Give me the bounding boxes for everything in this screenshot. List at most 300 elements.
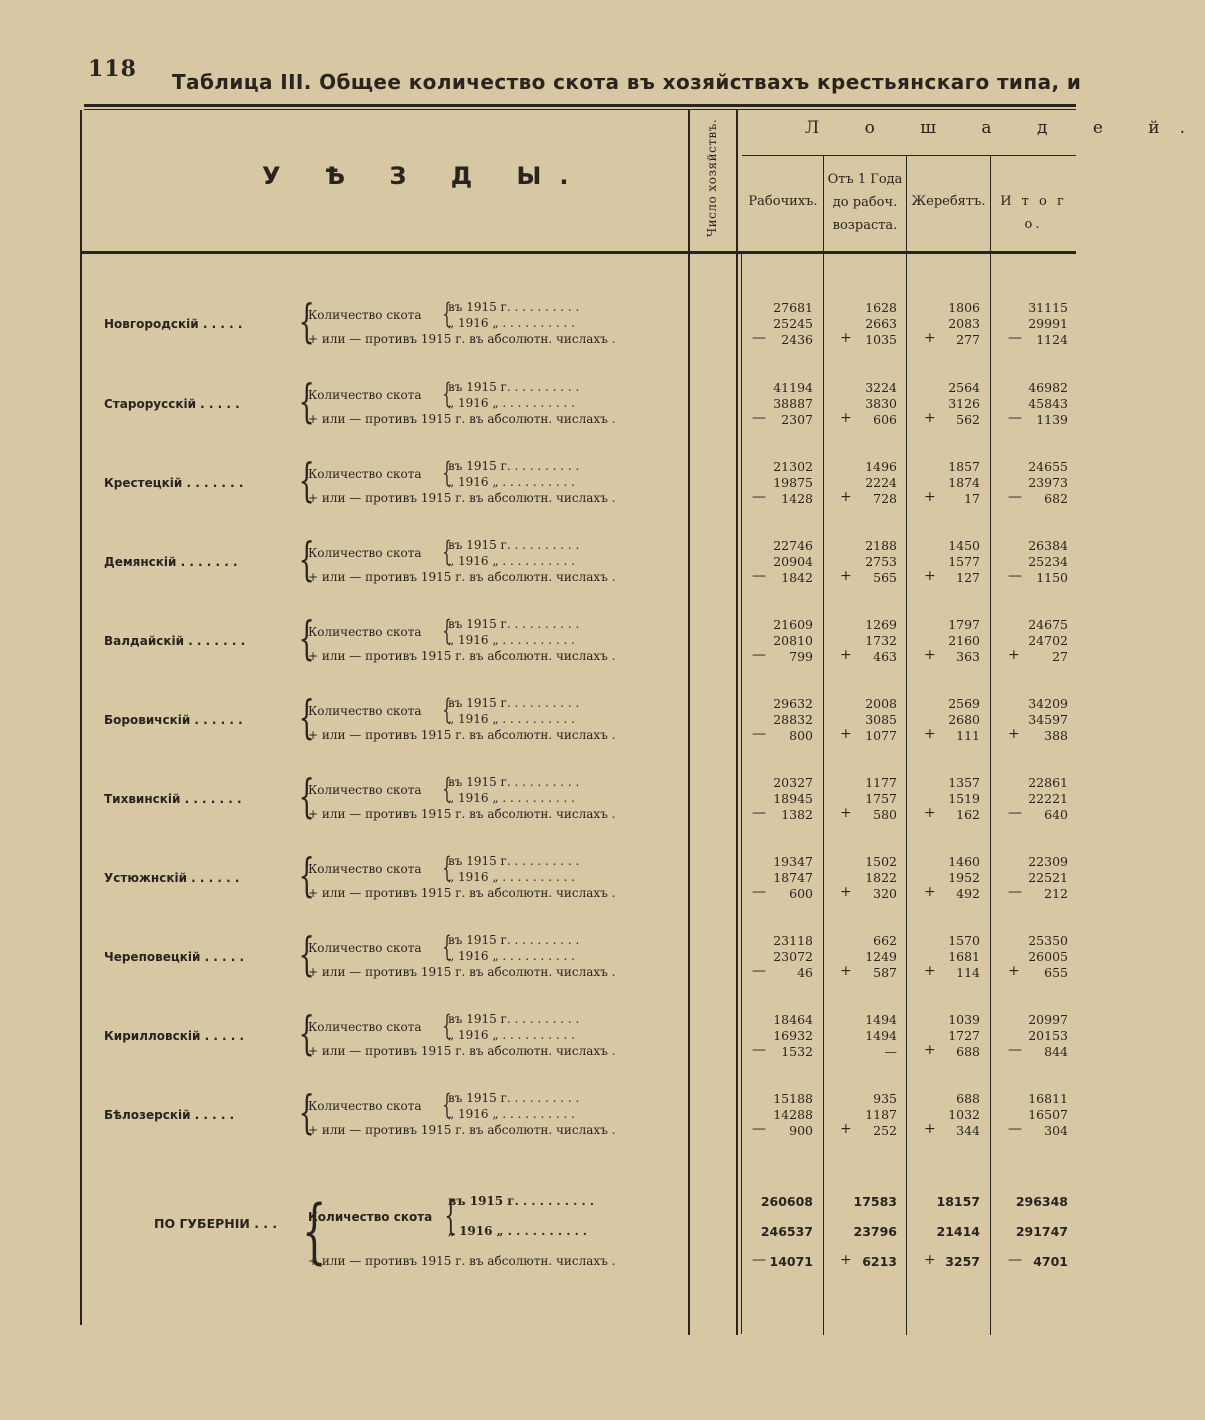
- diff-sign: +: [840, 963, 852, 979]
- value-1915: 1039: [948, 1012, 980, 1027]
- value-1915: 22309: [1028, 854, 1068, 869]
- diff-value: 127: [956, 570, 980, 585]
- count-label: Количество скота: [308, 862, 422, 876]
- year-1916-label: „ 1916 „ . . . . . . . . . .: [448, 870, 575, 884]
- value-1916: 24702: [1028, 633, 1068, 648]
- diff-sign: +: [840, 489, 852, 505]
- value-1916: 2663: [865, 316, 897, 331]
- value-1915: 22861: [1028, 775, 1068, 790]
- value-1915: 1460: [948, 854, 980, 869]
- value-1915: 2188: [865, 538, 897, 553]
- diff-sign: —: [1008, 330, 1022, 346]
- value-1916: 25245: [773, 316, 813, 331]
- small-brace-icon: {: [442, 456, 452, 489]
- diff-sign: +: [924, 1042, 936, 1058]
- small-brace-icon: {: [442, 1009, 452, 1042]
- value-1915: 1269: [865, 617, 897, 632]
- diff-value: 344: [956, 1123, 980, 1138]
- value-1915: 1857: [948, 459, 980, 474]
- value-1915: 25350: [1028, 933, 1068, 948]
- value-1915: 2569: [948, 696, 980, 711]
- diff-sign: +: [924, 330, 936, 346]
- diff-value: 587: [873, 965, 897, 980]
- count-label: Количество скота: [308, 308, 422, 322]
- diff-value: 1382: [781, 807, 813, 822]
- year-1916-label: „ 1916 „ . . . . . . . . . .: [448, 949, 575, 963]
- diff-sign: +: [840, 330, 852, 346]
- year-1916-label: „ 1916 „ . . . . . . . . . .: [448, 712, 575, 726]
- count-label: Количество скота: [308, 1020, 422, 1034]
- diff-value: 688: [956, 1044, 980, 1059]
- diff-sign: +: [1008, 963, 1020, 979]
- diff-sign: —: [752, 410, 766, 426]
- diff-value: 600: [789, 886, 813, 901]
- small-brace-icon: {: [442, 851, 452, 884]
- value-1915: 1450: [948, 538, 980, 553]
- diff-value: 388: [1044, 728, 1068, 743]
- diff-sign: +: [924, 647, 936, 663]
- value-1916: 18747: [773, 870, 813, 885]
- diff-value: 1842: [781, 570, 813, 585]
- diff-sign: —: [752, 805, 766, 821]
- diff-sign: —: [752, 1042, 766, 1058]
- value-1916: 1249: [865, 949, 897, 964]
- year-1915-label: въ 1915 г. . . . . . . . . .: [448, 617, 580, 631]
- district-block: [80, 769, 1076, 841]
- year-1916-label: „ 1916 „ . . . . . . . . . .: [448, 316, 575, 330]
- diff-sign: —: [752, 884, 766, 900]
- diff-sign: +: [840, 647, 852, 663]
- value-1915: 20327: [773, 775, 813, 790]
- households-heading: Число хозяйствъ.: [705, 118, 719, 238]
- year-1915-label: въ 1915 г. . . . . . . . . .: [448, 1091, 580, 1105]
- diff-sign: —: [752, 963, 766, 979]
- diff-value: 640: [1044, 807, 1068, 822]
- diff-sign: —: [752, 489, 766, 505]
- horses-heading: Л о ш а д е й.: [805, 118, 1205, 138]
- district-name: ПО ГУБЕРНІИ . . .: [154, 1216, 278, 1231]
- value-1915: 23118: [773, 933, 813, 948]
- district-block: [80, 453, 1076, 525]
- value-1915: 24655: [1028, 459, 1068, 474]
- value-1915: 1502: [865, 854, 897, 869]
- value-1916: 291747: [1015, 1224, 1068, 1239]
- value-1915: 1628: [865, 300, 897, 315]
- value-1915: 26384: [1028, 538, 1068, 553]
- district-name: Тихвинскій . . . . . . .: [104, 792, 242, 806]
- value-1916: 3126: [948, 396, 980, 411]
- diff-sign: —: [1008, 1042, 1022, 1058]
- value-1916: 1681: [948, 949, 980, 964]
- count-label: Количество скота: [308, 625, 422, 639]
- value-1916: 45843: [1028, 396, 1068, 411]
- value-1915: 18157: [936, 1194, 980, 1209]
- diff-sign: —: [1008, 1121, 1022, 1137]
- year-1916-label: „ 1916 „ . . . . . . . . . .: [448, 1224, 588, 1238]
- col-header-foals: Жеребятъ.: [911, 194, 986, 209]
- diff-value: 728: [873, 491, 897, 506]
- district-block: [80, 848, 1076, 920]
- brace-icon: {: [298, 532, 315, 586]
- count-label: Количество скота: [308, 783, 422, 797]
- diff-value: 580: [873, 807, 897, 822]
- diff-value: 606: [873, 412, 897, 427]
- value-1916: 1032: [948, 1107, 980, 1122]
- diff-value: 3257: [945, 1254, 980, 1269]
- diff-value: 1150: [1036, 570, 1068, 585]
- diff-label: + или — противъ 1915 г. въ абсолютн. числахъ .: [308, 1254, 616, 1268]
- diff-label: + или — противъ 1915 г. въ абсолютн. числахъ .: [308, 1123, 616, 1137]
- value-1916: 3830: [865, 396, 897, 411]
- value-1915: 260608: [760, 1194, 813, 1209]
- diff-value: 463: [873, 649, 897, 664]
- value-1916: 26005: [1028, 949, 1068, 964]
- diff-sign: +: [840, 1121, 852, 1137]
- value-1916: 1494: [865, 1028, 897, 1043]
- count-label: Количество скота: [308, 941, 422, 955]
- brace-icon: {: [298, 1006, 315, 1060]
- diff-sign: —: [1008, 884, 1022, 900]
- page-number: 118: [88, 56, 137, 82]
- diff-value: 1428: [781, 491, 813, 506]
- value-1916: 1757: [865, 791, 897, 806]
- diff-sign: —: [752, 647, 766, 663]
- brace-icon: {: [298, 611, 315, 665]
- diff-value: 2436: [781, 332, 813, 347]
- district-name: Боровичскій . . . . . .: [104, 713, 243, 727]
- district-block: [80, 1188, 1076, 1272]
- value-1915: 1570: [948, 933, 980, 948]
- diff-label: + или — противъ 1915 г. въ абсолютн. числахъ .: [308, 491, 616, 505]
- brace-icon: {: [298, 690, 315, 744]
- value-1916: 34597: [1028, 712, 1068, 727]
- diff-sign: —: [1008, 410, 1022, 426]
- value-1916: 3085: [865, 712, 897, 727]
- year-1915-label: въ 1915 г. . . . . . . . . .: [448, 933, 580, 947]
- value-1915: 46982: [1028, 380, 1068, 395]
- value-1916: 14288: [773, 1107, 813, 1122]
- diff-sign: +: [924, 726, 936, 742]
- diff-value: 114: [956, 965, 980, 980]
- diff-sign: —: [1008, 489, 1022, 505]
- uezdy-heading: У Ѣ З Д Ы.: [262, 162, 587, 190]
- value-1915: 17583: [853, 1194, 897, 1209]
- year-1916-label: „ 1916 „ . . . . . . . . . .: [448, 554, 575, 568]
- value-1915: 41194: [773, 380, 813, 395]
- district-name: Череповецкій . . . . .: [104, 950, 245, 964]
- diff-value: —: [884, 1044, 897, 1059]
- value-1916: 2753: [865, 554, 897, 569]
- value-1915: 16811: [1028, 1091, 1068, 1106]
- value-1916: 2224: [865, 475, 897, 490]
- diff-value: 799: [789, 649, 813, 664]
- diff-sign: +: [924, 963, 936, 979]
- value-1915: 1357: [948, 775, 980, 790]
- small-brace-icon: {: [442, 377, 452, 410]
- value-1916: 1519: [948, 791, 980, 806]
- value-1916: 19875: [773, 475, 813, 490]
- diff-label: + или — противъ 1915 г. въ абсолютн. числахъ .: [308, 412, 616, 426]
- diff-value: 4701: [1033, 1254, 1068, 1269]
- table-title: Таблица III. Общее количество скота въ хозяйствахъ крестьянскаго типа, и: [172, 70, 1082, 94]
- diff-value: 277: [956, 332, 980, 347]
- diff-sign: +: [924, 805, 936, 821]
- diff-value: 320: [873, 886, 897, 901]
- diff-label: + или — противъ 1915 г. въ абсолютн. числахъ .: [308, 1044, 616, 1058]
- value-1916: 28832: [773, 712, 813, 727]
- diff-sign: +: [924, 1121, 936, 1137]
- value-1915: 24675: [1028, 617, 1068, 632]
- diff-value: 800: [789, 728, 813, 743]
- diff-sign: +: [840, 884, 852, 900]
- horses-subrule: [742, 155, 1076, 156]
- brace-icon: {: [298, 769, 315, 823]
- diff-sign: —: [1008, 805, 1022, 821]
- year-1916-label: „ 1916 „ . . . . . . . . . .: [448, 633, 575, 647]
- diff-value: 844: [1044, 1044, 1068, 1059]
- value-1915: 21302: [773, 459, 813, 474]
- value-1915: 1496: [865, 459, 897, 474]
- diff-sign: +: [1008, 726, 1020, 742]
- diff-sign: —: [1008, 1252, 1022, 1268]
- value-1915: 22746: [773, 538, 813, 553]
- count-label: Количество скота: [308, 1099, 422, 1113]
- district-name: Валдайскій . . . . . . .: [104, 634, 246, 648]
- value-1916: 1727: [948, 1028, 980, 1043]
- diff-value: 1035: [865, 332, 897, 347]
- col-header-working: Рабочихъ.: [748, 194, 818, 209]
- value-1916: 1187: [865, 1107, 897, 1122]
- district-name: Кирилловскій . . . . .: [104, 1029, 245, 1043]
- value-1916: 16932: [773, 1028, 813, 1043]
- brace-icon: {: [302, 1190, 327, 1272]
- diff-sign: —: [752, 726, 766, 742]
- diff-sign: +: [840, 805, 852, 821]
- district-block: [80, 1085, 1076, 1157]
- value-1915: 27681: [773, 300, 813, 315]
- header-bottom-rule: [80, 251, 1076, 254]
- diff-label: + или — противъ 1915 г. въ абсолютн. числахъ .: [308, 965, 616, 979]
- value-1915: 662: [873, 933, 897, 948]
- value-1915: 34209: [1028, 696, 1068, 711]
- top-rule-thin: [84, 109, 1076, 110]
- count-label: Количество скота: [308, 1210, 433, 1224]
- value-1916: 2160: [948, 633, 980, 648]
- value-1915: 296348: [1015, 1194, 1068, 1209]
- count-label: Количество скота: [308, 546, 422, 560]
- diff-label: + или — противъ 1915 г. въ абсолютн. числахъ .: [308, 649, 616, 663]
- diff-sign: —: [752, 568, 766, 584]
- year-1915-label: въ 1915 г. . . . . . . . . .: [448, 1194, 595, 1208]
- value-1916: 23072: [773, 949, 813, 964]
- district-name: Демянскій . . . . . . .: [104, 555, 238, 569]
- small-brace-icon: {: [442, 614, 452, 647]
- value-1915: 20997: [1028, 1012, 1068, 1027]
- diff-value: 682: [1044, 491, 1068, 506]
- value-1916: 23796: [853, 1224, 897, 1239]
- year-1915-label: въ 1915 г. . . . . . . . . .: [448, 1012, 580, 1026]
- year-1916-label: „ 1916 „ . . . . . . . . . .: [448, 475, 575, 489]
- value-1916: 18945: [773, 791, 813, 806]
- diff-value: 17: [964, 491, 980, 506]
- diff-value: 1532: [781, 1044, 813, 1059]
- col-header-young: Отъ 1 Года до рабоч. возраста.: [827, 172, 903, 233]
- diff-sign: —: [752, 330, 766, 346]
- value-1916: 22521: [1028, 870, 1068, 885]
- diff-value: 252: [873, 1123, 897, 1138]
- diff-value: 304: [1044, 1123, 1068, 1138]
- diff-value: 162: [956, 807, 980, 822]
- value-1916: 2680: [948, 712, 980, 727]
- diff-value: 1139: [1036, 412, 1068, 427]
- small-brace-icon: {: [442, 772, 452, 805]
- district-name: Крестецкій . . . . . . .: [104, 476, 244, 490]
- count-label: Количество скота: [308, 467, 422, 481]
- year-1916-label: „ 1916 „ . . . . . . . . . .: [448, 1107, 575, 1121]
- diff-value: 363: [956, 649, 980, 664]
- year-1915-label: въ 1915 г. . . . . . . . . .: [448, 380, 580, 394]
- value-1916: 1732: [865, 633, 897, 648]
- diff-sign: +: [924, 410, 936, 426]
- diff-sign: +: [840, 568, 852, 584]
- value-1916: 21414: [936, 1224, 980, 1239]
- diff-value: 1124: [1036, 332, 1068, 347]
- district-name: Бѣлозерскій . . . . .: [104, 1108, 235, 1122]
- value-1915: 21609: [773, 617, 813, 632]
- value-1915: 15188: [773, 1091, 813, 1106]
- small-brace-icon: {: [442, 297, 452, 330]
- value-1916: 38887: [773, 396, 813, 411]
- diff-sign: —: [752, 1121, 766, 1137]
- value-1916: 16507: [1028, 1107, 1068, 1122]
- value-1916: 1952: [948, 870, 980, 885]
- diff-value: 655: [1044, 965, 1068, 980]
- year-1915-label: въ 1915 г. . . . . . . . . .: [448, 854, 580, 868]
- diff-sign: —: [752, 1252, 766, 1268]
- value-1916: 29991: [1028, 316, 1068, 331]
- value-1915: 31115: [1028, 300, 1068, 315]
- small-brace-icon: {: [444, 1193, 458, 1239]
- diff-value: 14071: [769, 1254, 813, 1269]
- district-block: [80, 611, 1076, 683]
- diff-label: + или — противъ 1915 г. въ абсолютн. числахъ .: [308, 728, 616, 742]
- small-brace-icon: {: [442, 930, 452, 963]
- diff-value: 27: [1052, 649, 1068, 664]
- district-name: Устюжнскій . . . . . .: [104, 871, 240, 885]
- value-1916: 20904: [773, 554, 813, 569]
- diff-label: + или — противъ 1915 г. въ абсолютн. числахъ .: [308, 570, 616, 584]
- count-label: Количество скота: [308, 704, 422, 718]
- diff-value: 111: [956, 728, 980, 743]
- diff-value: 6213: [862, 1254, 897, 1269]
- year-1915-label: въ 1915 г. . . . . . . . . .: [448, 538, 580, 552]
- brace-icon: {: [298, 374, 315, 428]
- value-1915: 29632: [773, 696, 813, 711]
- diff-value: 212: [1044, 886, 1068, 901]
- diff-value: 900: [789, 1123, 813, 1138]
- value-1916: 23973: [1028, 475, 1068, 490]
- value-1916: 25234: [1028, 554, 1068, 569]
- year-1915-label: въ 1915 г. . . . . . . . . .: [448, 696, 580, 710]
- year-1915-label: въ 1915 г. . . . . . . . . .: [448, 459, 580, 473]
- diff-sign: +: [924, 568, 936, 584]
- district-name: Новгородскій . . . . .: [104, 317, 243, 331]
- diff-sign: +: [840, 1252, 852, 1268]
- diff-value: 2307: [781, 412, 813, 427]
- value-1915: 1494: [865, 1012, 897, 1027]
- district-block: [80, 294, 1076, 366]
- value-1915: 935: [873, 1091, 897, 1106]
- district-block: [80, 532, 1076, 604]
- value-1916: 1822: [865, 870, 897, 885]
- value-1915: 1806: [948, 300, 980, 315]
- district-block: [80, 1006, 1076, 1078]
- brace-icon: {: [298, 848, 315, 902]
- diff-sign: +: [840, 726, 852, 742]
- value-1915: 3224: [865, 380, 897, 395]
- value-1916: 20153: [1028, 1028, 1068, 1043]
- diff-value: 492: [956, 886, 980, 901]
- year-1916-label: „ 1916 „ . . . . . . . . . .: [448, 791, 575, 805]
- value-1916: 20810: [773, 633, 813, 648]
- value-1916: 1874: [948, 475, 980, 490]
- district-block: [80, 374, 1076, 446]
- value-1915: 2008: [865, 696, 897, 711]
- diff-sign: —: [1008, 568, 1022, 584]
- small-brace-icon: {: [442, 535, 452, 568]
- value-1916: 246537: [760, 1224, 813, 1239]
- count-label: Количество скота: [308, 388, 422, 402]
- diff-value: 565: [873, 570, 897, 585]
- diff-sign: +: [840, 410, 852, 426]
- diff-label: + или — противъ 1915 г. въ абсолютн. числахъ .: [308, 332, 616, 346]
- diff-value: 1077: [865, 728, 897, 743]
- year-1916-label: „ 1916 „ . . . . . . . . . .: [448, 396, 575, 410]
- value-1916: 1577: [948, 554, 980, 569]
- value-1915: 2564: [948, 380, 980, 395]
- value-1915: 18464: [773, 1012, 813, 1027]
- value-1915: 688: [956, 1091, 980, 1106]
- diff-sign: +: [924, 1252, 936, 1268]
- value-1916: 22221: [1028, 791, 1068, 806]
- value-1915: 1797: [948, 617, 980, 632]
- brace-icon: {: [298, 1085, 315, 1139]
- diff-value: 46: [797, 965, 813, 980]
- value-1915: 19347: [773, 854, 813, 869]
- value-1916: 2083: [948, 316, 980, 331]
- brace-icon: {: [298, 927, 315, 981]
- district-block: [80, 927, 1076, 999]
- col-header-total: И т о г о.: [1000, 194, 1067, 232]
- top-rule: [84, 104, 1076, 107]
- diff-sign: +: [924, 884, 936, 900]
- diff-value: 562: [956, 412, 980, 427]
- district-name: Старорусскій . . . . .: [104, 397, 240, 411]
- diff-label: + или — противъ 1915 г. въ абсолютн. числахъ .: [308, 807, 616, 821]
- year-1915-label: въ 1915 г. . . . . . . . . .: [448, 775, 580, 789]
- diff-label: + или — противъ 1915 г. въ абсолютн. числахъ .: [308, 886, 616, 900]
- small-brace-icon: {: [442, 1088, 452, 1121]
- diff-sign: +: [1008, 647, 1020, 663]
- year-1916-label: „ 1916 „ . . . . . . . . . .: [448, 1028, 575, 1042]
- small-brace-icon: {: [442, 693, 452, 726]
- diff-sign: +: [924, 489, 936, 505]
- brace-icon: {: [298, 453, 315, 507]
- value-1915: 1177: [865, 775, 897, 790]
- district-block: [80, 690, 1076, 762]
- year-1915-label: въ 1915 г. . . . . . . . . .: [448, 300, 580, 314]
- brace-icon: {: [298, 294, 315, 348]
